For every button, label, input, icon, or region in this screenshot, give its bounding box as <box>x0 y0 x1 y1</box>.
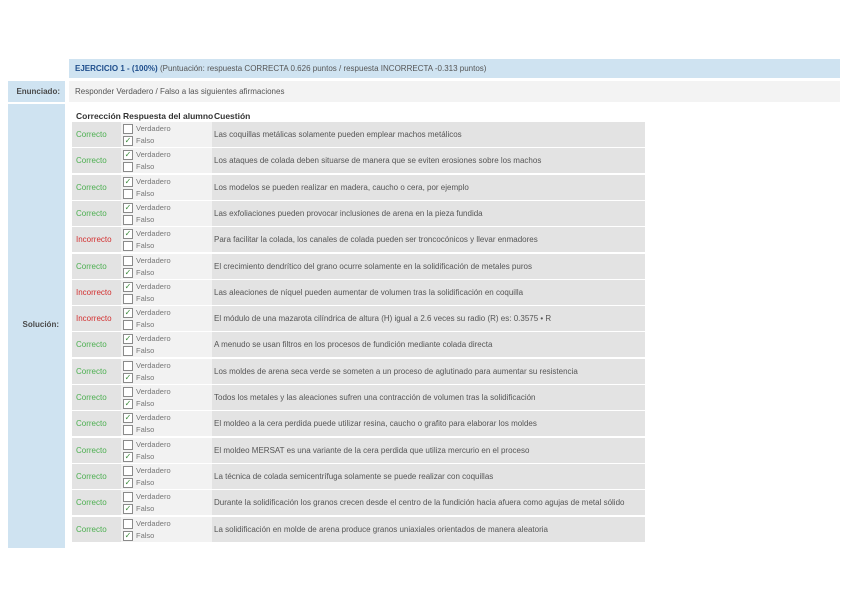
correction-status: Correcto <box>76 525 107 534</box>
option-verdadero[interactable] <box>123 491 171 502</box>
table-row <box>72 438 645 463</box>
exercise-title: EJERCICIO 1 - (100%) <box>75 64 158 73</box>
student-answer <box>121 254 212 279</box>
option-falso[interactable] <box>123 188 154 199</box>
option-label: Verdadero <box>136 334 171 343</box>
exercise-header <box>69 59 840 78</box>
option-label: Verdadero <box>136 519 171 528</box>
option-falso[interactable] <box>123 372 154 383</box>
option-falso[interactable] <box>123 293 154 304</box>
question-text: La técnica de colada semicentrífuga solamente se puede realizar con coquillas <box>214 472 494 481</box>
option-verdadero[interactable] <box>123 228 171 239</box>
option-label: Falso <box>136 399 155 408</box>
solucion-label: Solución: <box>22 320 59 329</box>
option-falso[interactable] <box>123 161 154 172</box>
checkbox[interactable] <box>123 361 133 371</box>
option-label: Verdadero <box>136 282 171 291</box>
student-answer <box>121 148 212 173</box>
question-text: Los moldes de arena seca verde se someten a un proceso de aglutinado para aumentar su resistencia <box>214 367 578 376</box>
table-row <box>72 332 645 357</box>
checkbox[interactable] <box>123 466 133 476</box>
option-falso[interactable] <box>123 345 154 356</box>
student-answer <box>121 359 212 384</box>
table-row <box>72 175 645 200</box>
correction-status: Correcto <box>76 262 107 271</box>
checkbox[interactable] <box>123 124 133 134</box>
checkbox[interactable] <box>123 256 133 266</box>
option-verdadero[interactable] <box>123 386 171 397</box>
correction-status: Incorrecto <box>76 288 112 297</box>
student-answer <box>121 306 212 331</box>
checkbox[interactable] <box>123 189 133 199</box>
student-answer <box>121 201 212 226</box>
table-row <box>72 148 645 173</box>
correction-status: Correcto <box>76 446 107 455</box>
question-text: Los modelos se pueden realizar en madera, caucho o cera, por ejemplo <box>214 183 469 192</box>
question-text: Las coquillas metálicas solamente pueden emplear machos metálicos <box>214 130 462 139</box>
option-falso[interactable] <box>123 398 154 409</box>
option-label: Verdadero <box>136 361 171 370</box>
option-label: Verdadero <box>136 387 171 396</box>
option-falso[interactable] <box>123 530 154 541</box>
option-verdadero[interactable] <box>123 333 171 344</box>
option-label: Falso <box>136 478 155 487</box>
option-verdadero[interactable] <box>123 176 171 187</box>
correction-status: Correcto <box>76 340 107 349</box>
table-row <box>72 280 645 305</box>
correction-status: Correcto <box>76 156 107 165</box>
table-row <box>72 464 645 489</box>
checkbox[interactable]: ✓ <box>124 531 132 541</box>
option-label: Verdadero <box>136 413 171 422</box>
student-answer <box>121 411 212 436</box>
option-falso[interactable] <box>123 477 154 488</box>
option-label: Verdadero <box>136 440 171 449</box>
table-row <box>72 517 645 542</box>
question-text: Durante la solidificación los granos crecen desde el centro de la fundición hacia afuera como agujas de metal sólido <box>214 498 625 507</box>
checkbox[interactable]: ✓ <box>124 308 132 318</box>
checkbox[interactable] <box>123 320 133 330</box>
option-label: Falso <box>136 346 155 355</box>
question-text: A menudo se usan filtros en los procesos de fundición mediante colada directa <box>214 340 493 349</box>
question-text: El moldeo a la cera perdida puede utilizar resina, caucho o grafito para elaborar los moldes <box>214 419 537 428</box>
student-answer <box>121 227 212 252</box>
option-verdadero[interactable] <box>123 465 171 476</box>
checkbox[interactable]: ✓ <box>124 334 132 344</box>
option-verdadero[interactable] <box>123 518 171 529</box>
option-falso[interactable] <box>123 267 154 278</box>
option-label: Verdadero <box>136 150 171 159</box>
option-label: Verdadero <box>136 124 171 133</box>
question-text: Las exfoliaciones pueden provocar inclusiones de arena en la pieza fundida <box>214 209 483 218</box>
checkbox[interactable]: ✓ <box>124 177 132 187</box>
option-falso[interactable] <box>123 451 154 462</box>
option-label: Falso <box>136 268 155 277</box>
option-label: Falso <box>136 241 155 250</box>
checkbox[interactable] <box>123 241 133 251</box>
checkbox[interactable]: ✓ <box>124 399 132 409</box>
table-row <box>72 490 645 515</box>
option-label: Verdadero <box>136 203 171 212</box>
correction-status: Incorrecto <box>76 235 112 244</box>
question-text: El módulo de una mazarota cilíndrica de altura (H) igual a 2.6 veces su radio (R) es: 0.3575 • R <box>214 314 552 323</box>
option-verdadero[interactable] <box>123 281 171 292</box>
option-falso[interactable] <box>123 503 154 514</box>
solucion-label-cell <box>8 104 65 548</box>
option-verdadero[interactable] <box>123 360 171 371</box>
checkbox[interactable] <box>123 162 133 172</box>
correction-status: Correcto <box>76 393 107 402</box>
option-label: Falso <box>136 189 155 198</box>
question-text: Todos los metales y las aleaciones sufren una contracción de volumen tras la solidificación <box>214 393 536 402</box>
checkbox[interactable] <box>123 519 133 529</box>
question-text: Para facilitar la colada, los canales de colada pueden ser troncocónicos y llevar enmadores <box>214 235 538 244</box>
correction-status: Correcto <box>76 209 107 218</box>
checkbox[interactable]: ✓ <box>124 413 132 423</box>
table-row <box>72 122 645 147</box>
correction-status: Correcto <box>76 498 107 507</box>
student-answer <box>121 122 212 147</box>
enunciado-label: Enunciado: <box>8 81 65 102</box>
option-label: Verdadero <box>136 466 171 475</box>
correction-status: Correcto <box>76 419 107 428</box>
option-label: Verdadero <box>136 256 171 265</box>
table-row <box>72 385 645 410</box>
question-text: El crecimiento dendrítico del grano ocurre solamente en la solidificación de metales puros <box>214 262 532 271</box>
option-verdadero[interactable] <box>123 439 171 450</box>
correction-status: Correcto <box>76 472 107 481</box>
option-label: Falso <box>136 504 155 513</box>
checkbox[interactable]: ✓ <box>124 452 132 462</box>
student-answer <box>121 517 212 542</box>
student-answer <box>121 332 212 357</box>
table-row <box>72 306 645 331</box>
checkbox[interactable]: ✓ <box>124 136 132 146</box>
option-label: Falso <box>136 425 155 434</box>
student-answer <box>121 175 212 200</box>
question-text: Los ataques de colada deben situarse de manera que se eviten erosiones sobre los machos <box>214 156 542 165</box>
checkbox[interactable]: ✓ <box>124 504 132 514</box>
checkbox[interactable]: ✓ <box>124 282 132 292</box>
option-verdadero[interactable] <box>123 149 171 160</box>
option-label: Verdadero <box>136 308 171 317</box>
student-answer <box>121 438 212 463</box>
option-label: Verdadero <box>136 229 171 238</box>
student-answer <box>121 280 212 305</box>
correction-status: Correcto <box>76 130 107 139</box>
column-header-correccion: Corrección <box>76 111 121 121</box>
table-row <box>72 359 645 384</box>
option-verdadero[interactable] <box>123 307 171 318</box>
option-label: Falso <box>136 162 155 171</box>
option-label: Verdadero <box>136 177 171 186</box>
student-answer <box>121 490 212 515</box>
option-verdadero[interactable] <box>123 123 171 134</box>
checkbox[interactable] <box>123 492 133 502</box>
option-falso[interactable] <box>123 214 154 225</box>
column-header-cuestion: Cuestión <box>214 111 251 121</box>
checkbox[interactable]: ✓ <box>124 229 132 239</box>
option-falso[interactable] <box>123 240 154 251</box>
checkbox[interactable] <box>123 425 133 435</box>
option-verdadero[interactable] <box>123 255 171 266</box>
correction-status: Correcto <box>76 183 107 192</box>
option-label: Falso <box>136 373 155 382</box>
option-label: Falso <box>136 294 155 303</box>
table-row <box>72 227 645 252</box>
option-label: Verdadero <box>136 492 171 501</box>
checkbox[interactable]: ✓ <box>124 150 132 160</box>
option-label: Falso <box>136 531 155 540</box>
table-row <box>72 201 645 226</box>
statement-text: Responder Verdadero / Falso a las siguientes afirmaciones <box>69 81 840 102</box>
option-falso[interactable] <box>123 319 154 330</box>
column-header-respuesta: Respuesta del alumno <box>123 111 214 121</box>
checkbox[interactable]: ✓ <box>124 373 132 383</box>
correction-status: Incorrecto <box>76 314 112 323</box>
option-label: Falso <box>136 320 155 329</box>
checkbox[interactable]: ✓ <box>124 268 132 278</box>
question-text: Las aleaciones de níquel pueden aumentar de volumen tras la solidificación en coquilla <box>214 288 524 297</box>
checkbox[interactable]: ✓ <box>124 478 132 488</box>
question-text: El moldeo MERSAT es una variante de la cera perdida que utiliza mercurio en el proceso <box>214 446 530 455</box>
option-verdadero[interactable] <box>123 412 171 423</box>
option-verdadero[interactable] <box>123 202 171 213</box>
student-answer <box>121 464 212 489</box>
exercise-scoring: (Puntuación: respuesta CORRECTA 0.626 puntos / respuesta INCORRECTA -0.313 puntos) <box>159 64 487 73</box>
checkbox[interactable]: ✓ <box>124 203 132 213</box>
option-falso[interactable] <box>123 135 154 146</box>
option-label: Falso <box>136 215 155 224</box>
checkbox[interactable] <box>123 346 133 356</box>
checkbox[interactable] <box>123 215 133 225</box>
checkbox[interactable] <box>123 294 133 304</box>
student-answer <box>121 385 212 410</box>
table-row <box>72 411 645 436</box>
correction-status: Correcto <box>76 367 107 376</box>
table-row <box>72 254 645 279</box>
checkbox[interactable] <box>123 387 133 397</box>
question-text: La solidificación en molde de arena produce granos uniaxiales orientados de manera aleatoria <box>214 525 548 534</box>
checkbox[interactable] <box>123 440 133 450</box>
option-falso[interactable] <box>123 424 154 435</box>
option-label: Falso <box>136 136 155 145</box>
option-label: Falso <box>136 452 155 461</box>
